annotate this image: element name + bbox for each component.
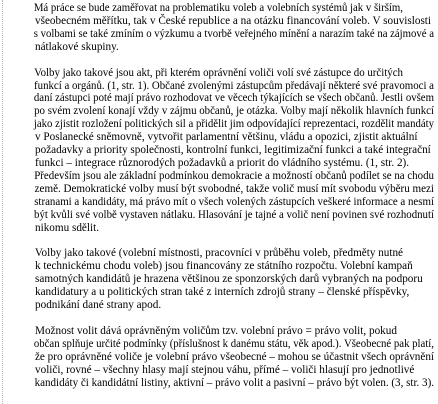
text-line: daní zástupci poté mají právo rozhodovat ve věcech týkajících se všech občanů. Jestli ovšem: [33, 92, 434, 105]
document-body[interactable]: [4, 2, 434, 389]
text-line: všeobecném měřítku, tak v České republice a na otázku financování voleb. V souvislosti: [35, 14, 432, 27]
text-line: kandidáty či kandidátní listiny, aktivní – právo volit a pasivní – právo být volen. (3, str. 3).: [34, 376, 435, 389]
text-line: jako zjistit rozložení politických sil a přidělit jim odpovídající reprezentaci, rozdělit mandáty: [33, 118, 435, 131]
paragraph-intro: [4, 2, 434, 54]
text-line: země. Demokratické volby musí být svobodné, takže volič musí mít svobodu výběru mezi: [34, 182, 435, 195]
text-line: podnikání dané strany apod.: [35, 299, 162, 312]
text-line: Především jsou ale základní podmínkou demokracie a možností občanů podílet se na chodu: [34, 169, 434, 182]
text-line: v Poslanecké sněmovně, vytvořit parlamentní většinu, vládu a opozici, zjistit aktuální: [35, 131, 418, 144]
text-line: Volby jako takové (volební místnosti, pracovníci v průběhu voleb, předměty nutné: [34, 247, 404, 260]
paragraph-elections: [4, 67, 434, 235]
text-line: Má práce se bude zaměřovat na problematiku voleb a volebních systémů jak v širším,: [33, 2, 404, 14]
paragraph-voting-rights: [4, 325, 434, 390]
text-line: požadavky a priority společnosti, kontrolní funkci, legitimizační funkci a také integrační: [35, 144, 431, 157]
text-line: voliči, rovné – všechny hlasy mají stejnou váhu, přímé – voliči hlasují pro jednotlivé: [35, 363, 415, 376]
text-line: kandidatury a u politických stran také z interních zdrojů strany – členské příspěvky,: [35, 286, 410, 299]
text-line: nikomu sdělit.: [35, 221, 100, 234]
text-line: po svém zvolení konají vždy v zájmu občanů, je otázka. Volby mají několik hlavních funkcí: [34, 105, 434, 118]
text-line: samotných kandidátů je hrazena většinou ze sponzorských darů vybraných na podporu: [35, 273, 423, 286]
text-line: stranami a kandidáty, má právo mít o všech volených zástupcích veškeré informace a nesmí: [34, 195, 435, 208]
text-line: s volbami se také zmíním o výzkumu a tvorbě veřejného mínění a narazím také na zájmové a: [33, 27, 434, 40]
text-line: být kvůli své volbě vystaven nátlaku. Hlasování je tajné a volič není povinen své rozhodnutí: [34, 208, 434, 221]
text-line: Volby jako takové jsou akt, při kterém oprávnění voliči volí své zástupce do určitých: [34, 66, 404, 79]
text-line: k technickému chodu voleb) jsou financovány ze státního rozpočtu. Volební kampaň: [35, 260, 413, 273]
paragraph-financing: [4, 247, 434, 312]
text-line: funkcí a orgánů. (1, str. 1). Občané zvolenými zástupcům předávají některé své pravomoci a: [34, 79, 434, 92]
text-line: funkci – integrace různorodých požadavků a priorit do vládního systému. (1, str. 2).: [35, 156, 410, 169]
text-line: Možnost volit dává oprávněným voličům tzv. volební právo = právo volit, pokud: [35, 324, 397, 337]
text-line: že pro oprávněné voliče je volební právo všeobecné – mohou se účastnit všech oprávnění: [34, 350, 435, 363]
text-margin-guide: [2, 0, 3, 404]
text-line: nátlakové skupiny.: [35, 40, 119, 53]
text-line: občan splňuje určité podmínky (příslušnost k danému státu, věk apod.). Všeobecné pak platí,: [33, 337, 434, 350]
